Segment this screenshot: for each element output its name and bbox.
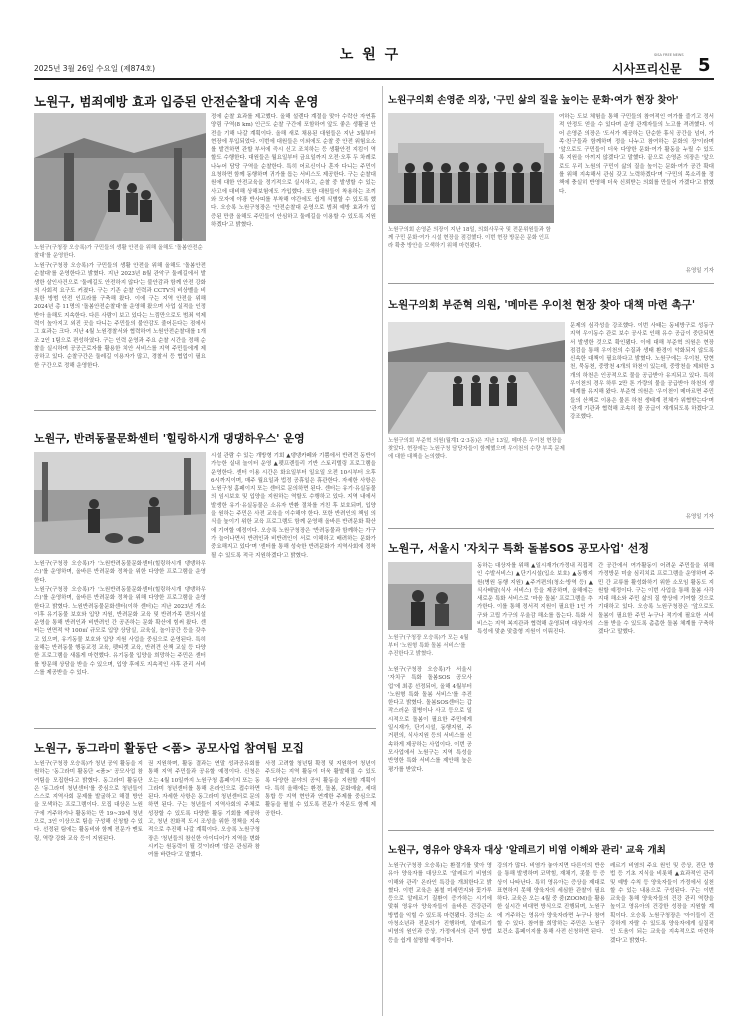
divider (388, 283, 714, 284)
stream-body: 문제의 심각성을 강조했다. 이번 사태는 동네방구로 성동구 지역 우이동수 관로 보수 공사로 인해 유수 공급이 중단되면서 발생한 것으로 확인됐다. 이에 대해 부준혁 의원은 현장 점검을 통해 우이천의 수질과 생태 환경이 악화되지 않도록 신속한 대책이 필요하다고 밝혔다. 노원구에는 우이천, 당현천, 묵동천, 중랑천 4개의 하천이 있는데, 중랑천을 제외한 3개의 하천은 인공적으로 물을 공급받아 유지되고 있다. 특히 우이천의 경우 하루 2만 톤 가량의 물을 공급받아 하천의 생태계를 유지해 왔다. 부준혁 의원은 '우이천이 메마르면 주민들의 산책로 이용은 물론 하천 생태계 전체가 위협받는다'며 '관계 기관과 협력해 조속히 물 공급이 재개되도록 하겠다'고 강조했다. (570, 323, 714, 421)
pet-body-right: 시설 관람 수 있는 개방형 기회 ▲댕댕카페와 기쁨에서 반려견 동반이 가능한 실내 놀이터 운영 ▲펫프렌들리 기반 스토리텔링 프로그램을 운영한다. 센터 이용 시간은 화요일부터 일요일 오전 10시부터 오후 6시까지이며, 매주 월요일과 법정 공휴일은 휴관한다. 자세한 사항은 노원구청 홈페이지 또는 센터로 문의하면 된다. 센터는 유기·유실동물의 임시보호 및 입양을 지원하는 역할도 수행하고 있다. 지역 내에서 발생한 유기·유실동물은 소유자 반환 절차를 거친 후 보호되며, 입양을 원하는 주민은 사전 교육을 이수해야 한다. 또한 반려인의 책임 의식을 높이기 위한 교육 프로그램도 함께 운영해 올바른 반려문화 확산에 기여할 예정이다. 오승록 노원구청장은 '반려동물과 함께하는 가구가 늘어나면서 반려인과 비반려인이 서로 이해하고 배려하는 문화가 중요해지고 있다'며 '센터를 통해 성숙한 반려문화가 지역사회에 정착될 수 있도록 적극 지원하겠다'고 밝혔다. (211, 453, 376, 559)
paper-name-small: SISA FREE NEWS (654, 53, 684, 57)
safety-caption: 노원구(구청장 오승록)가 구민들의 생활 안전을 위해 올해도 '돌봄안전순찰대'를 운영한다. (34, 245, 203, 259)
sos-caption: 노원구(구청장 오승록)가 모는 4월부터 '노원형 특화 돌봄 서비스'를 추진한다고 밝혔다. (388, 635, 469, 657)
dongari-body-b: 권 지원하며, 활동 결과는 연말 성과공유회를 통해 지역 주민들과 공유할 예정이다. 신청은 오는 4월 10일까지 노원구청 홈페이지 또는 동그라미 청년센터를 통해 온라인으로 접수하면 된다. 자세한 사항은 동그라미 청년센터로 문의하면 된다. 구는 청년들이 지역사회의 주체로 성장할 수 있도록 다양한 활동 기회를 제공하고, 청년 친화적 도시 조성을 위한 정책을 지속적으로 추진해 나갈 계획이다. 오승록 노원구청장은 '청년들의 참신한 아이디어가 지역을 변화시키는 원동력이 될 것'이라며 '많은 관심과 참여를 바란다'고 말했다. (148, 761, 260, 859)
section-header: 노 원 구 (339, 47, 401, 63)
culture-byline: 유영일 기자 (685, 268, 714, 274)
article-title-nutrition: 노원구, 영유아 양육자 대상 '알레르기 비염 이해와 관리' 교육 개최 (388, 845, 666, 856)
sos-photo (388, 562, 472, 630)
divider (34, 728, 376, 729)
council-group-photo (388, 113, 554, 223)
column-divider (382, 86, 383, 1016)
masthead-rule (34, 78, 714, 80)
paper-name: 시사프리신문 (612, 62, 682, 76)
dongari-body-a: 노원구(구청장 오승록)가 청년 공익 활동을 지원하는 '동그라미 활동단 <품>' 공모사업 참여팀을 모집한다고 밝혔다. 동그라미 활동단은 '동그라미 청년센터'를 중심으로 청년들이 스스로 지역사회 문제를 발굴하고 해결 방안을 모색하는 프로그램이다. 모집 대상은 노원구에 거주하거나 활동하는 만 19~39세 청년으로, 3인 이상으로 팀을 구성해 신청할 수 있다. 선정된 팀에는 활동비와 함께 전문가 멘토링, 역량 강화 교육 등이 지원된다. (34, 761, 143, 842)
dongari-body-c: 사정 고려할 청년팀 확정 및 지원하여 청년이 주도하는 지역 활동이 더욱 활발해질 수 있도록 다양한 분야의 공익 활동을 지원할 계획이다. 특히 올해에는 환경, 돌봄, 문화예술, 세대통합 등 지역 현안과 연계한 주제를 중심으로 활동을 펼칠 수 있도록 전문가 자문도 함께 제공한다. (265, 761, 376, 817)
divider (388, 528, 714, 529)
culture-caption: 노원구의회 손영준 의장이 지난 18일, 의회사무국 및 전문위원들과 함께 구민 문화·여가 시설 현장을 점검했다. 이번 현장 방문은 문화 인프라 확충 방안을 모색하기 위해 마련됐다. (388, 227, 551, 249)
sos-body-b: 동하는 대상자를 위해 ▲일시재가(가정내 직접적인 수발서비스) ▲단기시설(입소 보호) ▲동행지원(병원 동행 지원) ▲주거편의(청소·방역 등) ▲식사배달(식사 서비스) 등을 제공하며, 올해에는 새로운 특화 서비스로 '마음 돌봄' 프로그램을 추가한다. 이를 통해 정서적 지원이 필요한 1인 가구와 고립 가구의 우울감 해소를 돕는다. 특화 서비스는 지역 복지관과 협력해 운영되며 대상자의 특성에 맞춘 맞춤형 지원이 이뤄진다. (477, 563, 593, 636)
article-title-pet: 노원구, 반려동물문화센터 '힐링하시개 댕댕하우스' 운영 (34, 432, 305, 445)
culture-body: 여하는 도보 체험을 통해 구민들의 참여적인 여가를 즐기고 정서적 안정도 얻을 수 있다며 운영 관계자들의 노고를 격려했다. 이어 손영준 의장은 '도서가 제공하는 단순한 휴식 공간을 넘어, 가족·친구들과 함께하며 정을 나누고 참여하는 문화의 장'이라며 '앞으로도 구민들이 더욱 다양한 문화·여가 활동을 누릴 수 있도록 지원을 아끼지 않겠다'고 말했다. 끝으로 손영준 의장은 '앞으로도 우리 노원의 구민이 삶의 질을 높이는 문화·여가 공간 확대를 위해 지속해서 관심 갖고 노력하겠다'며 '구민의 목소리를 정책에 충실히 반영해 더욱 신뢰받는 의회를 만들어 가겠다'고 밝혔다. (559, 114, 714, 195)
pet-caption: 노원구(구청장 오승록)가 '노원반려동물문화센터(힐링하시개 댕댕하우스)'를 운영하며, 올바른 반려문화 정착을 위한 다양한 프로그램을 운영한다. (34, 561, 206, 584)
nutrition-body-b: 강의가 많다. 비염가 놓아지면 다른이의 반응을 통해 발생하며 코막힘, 재채기, 콧물 등 증상이 나타난다. 특히 영유아는 증상을 제대로 표현하지 못해 양육자의 세심한 관찰이 필요하다. 교육은 오는 4월 중 줌(ZOOM)을 활용한 실시간 비대면 방식으로 진행되며, 노원구에 거주하는 영유아 양육자라면 누구나 참여할 수 있다. 참여를 희망하는 주민은 노원구 보건소 홈페이지를 통해 사전 신청하면 된다. (497, 863, 605, 936)
divider (388, 830, 714, 831)
pet-center-photo (34, 452, 206, 554)
sos-body-c: 간 공간에서 여가활동이 어려운 주민들을 위해 가정방문 미술 심리치료 프로그램을 운영하며 주민 간 교류를 활성화하기 위한 소모임 활동도 지원할 예정이다. 구는 이번 사업을 통해 돌봄 사각지대 해소와 주민 삶의 질 향상에 기여할 것으로 기대하고 있다. 오승록 노원구청장은 '앞으로도 돌봄이 필요한 주민 누구나 적기에 필요한 서비스를 받을 수 있도록 촘촘한 돌봄 체계를 구축하겠다'고 말했다. (598, 563, 714, 636)
sos-body-a: 노원구(구청장 오승록)가 서울시 '자치구 특화 돌봄SOS 공모사업'에 최종 선정되어, 올해 4월부터 '노원형 특화 돌봄 서비스'를 추진한다고 밝혔다. 돌봄SOS센터는 갑작스러운 질병이나 사고 등으로 일시적으로 돌봄이 필요한 주민에게 일시재가, 단기시설, 동행지원, 주거편의, 식사지원 등의 서비스를 신속하게 제공하는 사업이다. 이번 공모사업에서 노원구는 지역 특성을 반영한 특화 서비스를 제안해 높은 평가를 받았다. (388, 667, 472, 773)
page-number: 5 (698, 55, 711, 76)
article-title-dongari: 노원구, 동그라미 활동단 <품> 공모사업 참여팀 모집 (34, 741, 304, 755)
stream-site-photo (388, 322, 565, 434)
masthead (0, 0, 743, 80)
nutrition-body-c: 레르기 비염의 주요 원인 및 증상, 진단 방법 등 기초 지식을 비롯해 ▲효과적인 관리 및 예방 수칙 등 양육자들이 가정에서 실천할 수 있는 내용으로 구성된다. 구는 이번 교육을 통해 양육자들의 건강 관리 역량을 높이고 영유아의 건강한 성장을 지원할 계획이다. 오승록 노원구청장은 '아이들이 건강하게 자랄 수 있도록 양육자에게 실질적인 도움이 되는 교육을 지속적으로 마련하겠다'고 밝혔다. (610, 863, 714, 944)
safety-body-right: 정에 순찰 효과를 제고했다. 올해 설렌다 계절을 맞아 수락산 자연휴양림 구역(8 km) 인근도 순찰 구간에 포함하여 앞도 좋은 생활권 안전을 기해 나갈 계획이다. 올해 새로 채용된 대원들은 지난 3월부터 현장에 투입되었다. 이번에 대원들은 이외에도 순찰 중 안전 위험요소를 발견하면 관할 부서에 즉시 신고 조치하는 등 생활안전 지킴이 역할도 수행한다. 대원들은 월요일부터 금요일까지 오전·오후 두 차례로 나누어 담당 구역을 순찰한다. 특히 어르신이나 혼자 다니는 주민이 요청하면 함께 동행하며 귀가를 돕는 서비스도 제공한다. 구는 순찰대원에 대한 안전교육을 정기적으로 실시하고, 순찰 중 발생할 수 있는 사고에 대비해 상해보험에도 가입했다. 또한 대원들이 착용하는 조끼와 모자에 야광 반사띠를 부착해 야간에도 쉽게 식별할 수 있도록 했다. 오승록 노원구청장은 '안전순찰대 운영으로 범죄 예방 효과가 입증된 만큼 올해도 주민들이 안심하고 둘레길을 이용할 수 있도록 지원하겠다'고 밝혔다. (211, 114, 376, 228)
stream-byline: 유영일 기자 (685, 514, 714, 520)
article-title-stream: 노원구의회 부준혁 의원, '메마른 우이천 현장 찾아 대책 마련 촉구' (388, 299, 696, 311)
safety-patrol-photo (34, 113, 206, 241)
article-title-sos: 노원구, 서울시 '자치구 특화 돌봄SOS 공모사업' 선정 (388, 542, 649, 555)
article-title-safety: 노원구, 범죄예방 효과 입증된 안전순찰대 지속 운영 (34, 94, 319, 109)
safety-body-left: 노원구(구청장 오승록)가 구민들의 생활 안전을 위해 올해도 '돌봄안전순찰대'를 운영한다고 밝혔다. 지난 2023년 8월 관악구 둘레길에서 발생한 살인사건으로 '둘레길도 안전하지 않다'는 불안감과 함께 안전 강화의 사회적 요구도 커졌다. 구는 기존 순찰 인력과 CCTV의 비상벨을 비롯한 방범 안전 인프라를 구축해 왔다. 이에 구는 지역 안전을 위해 2024년 총 11명의 '돌봄안전순찰대'를 운영해 왔으며 사업 실적을 인정받아 올해도 지속한다. 다른 사람이 보고 있다는 느낌만으로도 범죄 억제력이 높아지고 외진 곳을 다니는 주민들의 불안감도 줄어든다는 점에서 그 효과는 크다. 지난 4월 노원경찰서와 협력하여 노원안전순찰대를 1개 조 2인 1팀으로 편성하였다. 구는 인력 운영과 주요 순찰 시간을 정해 순찰을 실시하며 공공근로자를 활용한 치안 서비스를 지역 주민들에게 제공하고 있다. 순찰구간은 둘레길 이용자가 많고, 경찰서 등 협업이 필요한 구간으로 정해 운영한다. (34, 263, 206, 369)
article-title-culture: 노원구의회 손영준 의장, '구민 삶의 질을 높이는 문화·여가 현장 찾아' (388, 95, 679, 106)
stream-caption: 노원구의회 부준혁 의원(월계1·2·3동)은 지난 13일, 메마른 우이천 현장을 찾았다. 현장에는 노원구청 담당자들이 함께했으며 우이천의 수량 부족 문제에 대한 대책을 논의했다. (388, 438, 565, 460)
divider (34, 410, 376, 411)
pet-body-left: 노원구(구청장 오승록)가 '노원반려동물문화센터(힐링하시개 댕댕하우스)'를 운영하며, 올바른 반려문화 정착을 위해 다양한 프로그램을 운영한다고 밝혔다. 노원반려동물문화센터(이하 센터)는 지난 2023년 개소 이후 유기동물 보호와 입양 지원, 반려문화 교육 및 반려가족 편의시설 운영을 통해 반려인과 비반려인 간 공존하는 문화 확산에 힘써 왔다. 센터는 연면적 약 100㎡ 규모로 입양 상담실, 교육실, 놀이공간 등을 갖추고 있으며, 유기동물 보호와 입양 지원 사업을 중심으로 운영된다. 특히 올해는 반려동물 행동교정 교육, 펫티켓 교육, 반려견 산책 교실 등 다양한 프로그램을 새롭게 마련했다. 유기동물 입양을 희망하는 주민은 센터를 방문해 상담을 받을 수 있으며, 입양 후에도 지속적인 사후 관리 서비스를 제공받을 수 있다. (34, 587, 206, 676)
nutrition-body-a: 노원구(구청장 오승록)는 환절기를 맞아 영유아 양육자를 대상으로 '알레르기 비염의 이해와 관리' 온라인 특강을 개최한다고 밝혔다. 이번 교육은 봄철 미세먼지와 꽃가루 등으로 알레르기 질환이 증가하는 시기에 맞춰 영유아 양육자들이 올바른 건강관리 방법을 익힐 수 있도록 마련됐다. 강의는 소아청소년과 전문의가 진행하며, 알레르기 비염의 원인과 증상, 가정에서의 관리 방법 등을 쉽게 설명할 예정이다. (388, 863, 492, 944)
issue-date: 2025년 3월 26일 수요일 (제874호) (34, 64, 156, 73)
